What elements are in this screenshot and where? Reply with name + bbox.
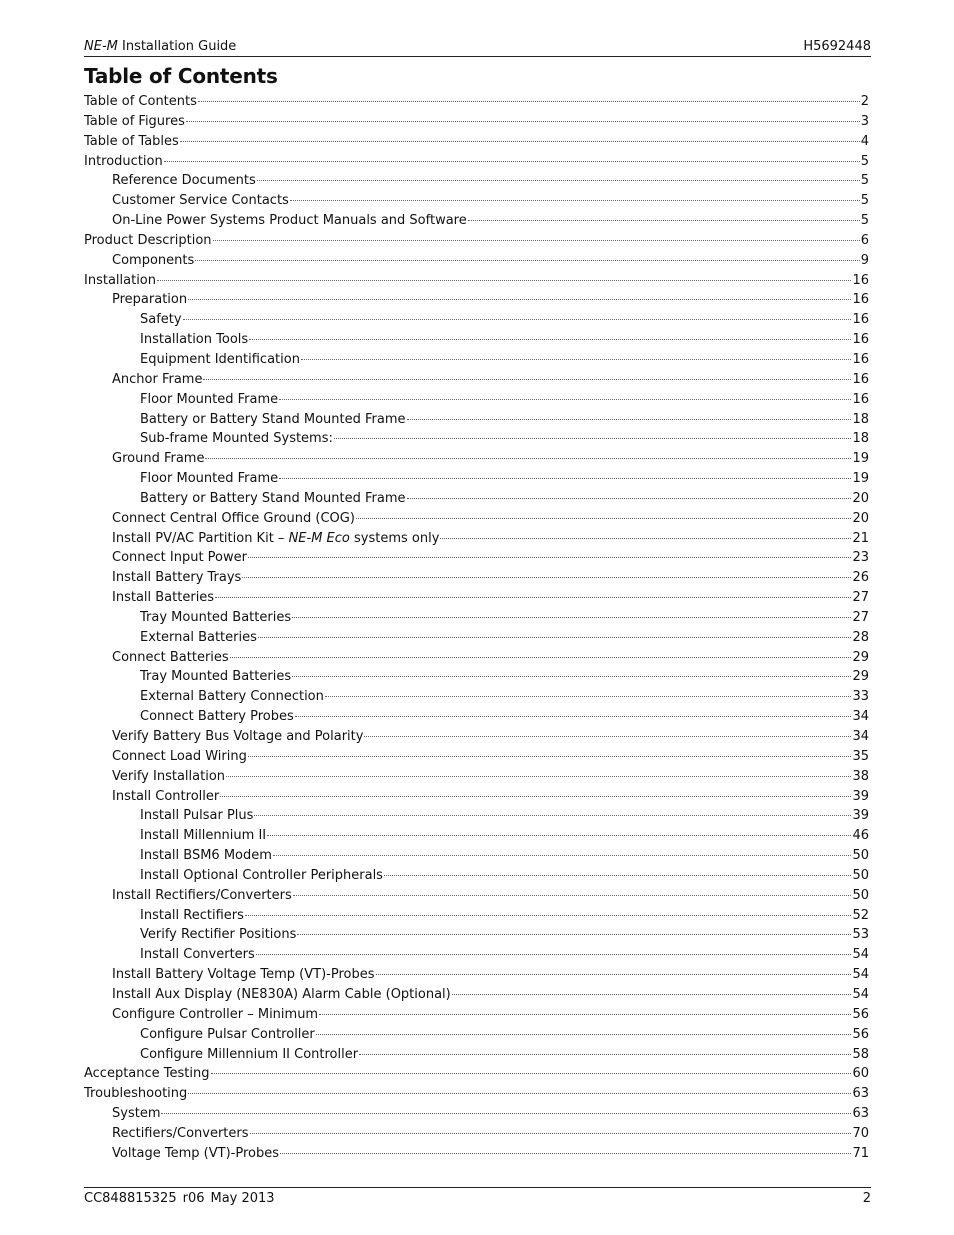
dot-leader (258, 637, 852, 638)
toc-entry-label (84, 1084, 187, 1104)
toc-entry-page: 3 (860, 113, 869, 129)
toc-entry[interactable] (84, 925, 869, 945)
toc-entry-label (84, 231, 212, 251)
toc-entry-label (84, 132, 179, 152)
toc-entry-page: 56 (852, 1026, 869, 1042)
toc-entry-page: 53 (852, 927, 869, 943)
dot-leader (292, 676, 851, 677)
toc-entry-page: 54 (852, 967, 869, 983)
dot-leader (376, 974, 852, 975)
dot-leader (248, 557, 851, 558)
toc-entry-page: 52 (852, 907, 869, 923)
toc-entry-label-text: Install Batteries (112, 590, 215, 606)
dot-leader (211, 1073, 852, 1074)
toc-entry-page: 54 (852, 947, 869, 963)
toc-entry-page: 58 (852, 1046, 869, 1062)
toc-entry-label-text: Install Battery Trays (112, 570, 242, 586)
toc-entry-page: 27 (852, 609, 869, 625)
toc-entry-label (140, 906, 244, 926)
toc-entry[interactable] (84, 350, 869, 370)
toc-entry-page: 19 (852, 471, 869, 487)
toc-entry-page: 16 (852, 391, 869, 407)
toc-entry-label-text: Install Rectifiers (140, 907, 244, 923)
toc-entry-label-text: Connect Central Office Ground (COG) (112, 510, 355, 526)
toc-entry-label (112, 1104, 160, 1124)
toc-entry-label (112, 588, 214, 608)
toc-entry-label (84, 92, 197, 112)
toc-entry-label-text: Connect Battery Probes (140, 709, 294, 725)
toc-entry-label-italic: NE-M Eco (288, 530, 350, 546)
toc-entry[interactable] (84, 1104, 869, 1124)
footer-doc-code: CC848815325 (84, 1191, 177, 1206)
dot-leader (198, 101, 860, 102)
toc-entry-label (112, 1124, 249, 1144)
toc-entry-page: 70 (852, 1125, 869, 1141)
dot-leader (195, 260, 859, 261)
footer-revision: r06 (182, 1191, 205, 1206)
toc-entry-page: 19 (852, 451, 869, 467)
dot-leader (254, 815, 851, 816)
toc-entry[interactable] (84, 906, 869, 926)
toc-entry[interactable] (84, 529, 869, 549)
toc-entry-label-text: Floor Mounted Frame (140, 471, 279, 487)
toc-entry-label-text: Installation Tools (140, 332, 249, 348)
toc-entry-label-text: Install Rectifiers/Converters (112, 887, 292, 903)
toc-entry-label (112, 747, 247, 767)
toc-entry-page: 50 (852, 887, 869, 903)
dot-leader (364, 736, 851, 737)
dot-leader (452, 994, 852, 995)
product-name: NE-M (84, 38, 118, 54)
toc-entry-label (112, 251, 194, 271)
toc-entry[interactable] (84, 965, 869, 985)
toc-entry[interactable] (84, 330, 869, 350)
toc-entry-label-text: Anchor Frame (112, 371, 203, 387)
footer-page-number: 2 (862, 1191, 871, 1206)
dot-leader (279, 399, 851, 400)
toc-entry-page: 71 (852, 1145, 869, 1161)
toc-list (84, 92, 869, 1164)
toc-entry-label (140, 489, 406, 509)
toc-entry-label-text: Introduction (84, 153, 163, 169)
toc-entry-label-text: Preparation (112, 292, 188, 308)
toc-entry-label (140, 410, 406, 430)
toc-entry-label (112, 767, 225, 787)
toc-entry[interactable] (84, 429, 869, 449)
footer-doc-info (84, 1191, 281, 1206)
toc-entry-page: 20 (852, 490, 869, 506)
toc-entry-label (112, 191, 289, 211)
toc-entry-label (112, 965, 375, 985)
toc-entry-page: 29 (852, 649, 869, 665)
toc-entry-label (112, 449, 204, 469)
dot-leader (280, 1153, 851, 1154)
dot-leader (205, 458, 851, 459)
toc-entry-page: 18 (852, 411, 869, 427)
toc-entry-page: 39 (852, 808, 869, 824)
toc-entry-label-text: Install Controller (112, 788, 220, 804)
dot-leader (356, 518, 852, 519)
dot-leader (213, 240, 860, 241)
dot-leader (325, 696, 852, 697)
toc-entry-label-text: Install Optional Controller Peripherals (140, 867, 383, 883)
toc-entry-label (112, 529, 439, 549)
toc-entry[interactable] (84, 1005, 869, 1025)
toc-entry[interactable] (84, 1084, 869, 1104)
toc-entry-label (140, 806, 253, 826)
toc-entry-label (140, 826, 266, 846)
toc-entry-page: 46 (852, 828, 869, 844)
toc-entry-label (112, 787, 219, 807)
toc-entry[interactable] (84, 886, 869, 906)
page-header (84, 36, 871, 57)
toc-entry-label (140, 846, 272, 866)
dot-leader (334, 438, 852, 439)
toc-entry-label (140, 945, 255, 965)
toc-entry-label-text: Install Millennium II (140, 828, 267, 844)
toc-entry[interactable] (84, 727, 869, 747)
toc-entry-label-text: Install Battery Voltage Temp (VT)-Probes (112, 967, 375, 983)
toc-entry-page: 16 (852, 292, 869, 308)
toc-entry-label (140, 1025, 315, 1045)
toc-entry-page: 39 (852, 788, 869, 804)
toc-entry-label (140, 310, 182, 330)
toc-entry[interactable] (84, 290, 869, 310)
dot-leader (220, 796, 851, 797)
toc-entry-page: 16 (852, 272, 869, 288)
dot-leader (157, 280, 851, 281)
toc-entry-label (112, 211, 467, 231)
toc-entry-label-text: Battery or Battery Stand Mounted Frame (140, 490, 406, 506)
toc-entry-label (140, 1045, 358, 1065)
dot-leader (407, 419, 852, 420)
dot-leader (164, 161, 860, 162)
toc-entry-label-text: Install Pulsar Plus (140, 808, 254, 824)
toc-entry-label (112, 290, 187, 310)
toc-entry[interactable] (84, 489, 869, 509)
toc-entry-label (112, 509, 355, 529)
dot-leader (249, 339, 851, 340)
dot-leader (292, 617, 851, 618)
toc-entry-label (140, 925, 296, 945)
toc-entry-page: 26 (852, 570, 869, 586)
toc-entry-page: 16 (852, 312, 869, 328)
toc-entry-label (140, 390, 278, 410)
toc-entry-label-text: Install Converters (140, 947, 255, 963)
toc-entry-label-text: Install Aux Display (NE830A) Alarm Cable (Optional) (112, 986, 451, 1002)
toc-entry-label (140, 866, 383, 886)
toc-entry-label (112, 568, 241, 588)
dot-leader (384, 875, 851, 876)
dot-leader (359, 1054, 851, 1055)
toc-entry[interactable] (84, 1144, 869, 1164)
toc-entry-label (84, 112, 185, 132)
toc-entry-label-text: Connect Batteries (112, 649, 229, 665)
toc-entry-page: 2 (860, 94, 869, 109)
dot-leader (180, 141, 860, 142)
toc-entry[interactable] (84, 1124, 869, 1144)
dot-leader (248, 756, 852, 757)
dot-leader (468, 220, 860, 221)
toc-entry-page: 28 (852, 629, 869, 645)
toc-entry-label-text: Installation (84, 272, 157, 288)
toc-entry-label-text: Table of Tables (84, 133, 179, 149)
dot-leader (256, 954, 852, 955)
toc-entry-label-text: Tray Mounted Batteries (140, 669, 292, 685)
toc-entry[interactable] (84, 112, 869, 132)
dot-leader (279, 478, 851, 479)
toc-entry-page: 34 (852, 729, 869, 744)
toc-entry[interactable] (84, 152, 869, 172)
toc-entry-label (140, 608, 291, 628)
dot-leader (226, 776, 851, 777)
toc-entry-page: 56 (852, 1006, 869, 1022)
toc-entry[interactable] (84, 945, 869, 965)
dot-leader (215, 597, 851, 598)
toc-entry[interactable] (84, 568, 869, 588)
toc-entry-label-text: Connect Load Wiring (112, 748, 247, 764)
toc-entry-label (84, 152, 163, 172)
toc-entry-label-text: Rectifiers/Converters (112, 1125, 249, 1141)
toc-entry-page: 23 (852, 550, 869, 566)
dot-leader (245, 915, 852, 916)
toc-entry[interactable] (84, 806, 869, 826)
dot-leader (407, 498, 852, 499)
toc-entry[interactable] (84, 667, 869, 687)
toc-entry-label (84, 271, 156, 291)
toc-entry[interactable] (84, 747, 869, 767)
toc-entry[interactable] (84, 866, 869, 886)
toc-entry-label (112, 1144, 279, 1164)
dot-leader (297, 934, 851, 935)
toc-entry[interactable] (84, 211, 869, 231)
dot-leader (273, 855, 852, 856)
toc-entry[interactable] (84, 231, 869, 251)
dot-leader (230, 657, 852, 658)
toc-entry[interactable] (84, 509, 869, 529)
toc-entry[interactable] (84, 370, 869, 390)
toc-entry-page: 5 (860, 193, 869, 209)
toc-entry-label-suffix: systems only (349, 530, 440, 546)
toc-entry[interactable] (84, 608, 869, 628)
toc-entry[interactable] (84, 1064, 869, 1084)
toc-entry-page: 27 (852, 590, 869, 606)
toc-entry-label-text: Configure Millennium II Controller (140, 1046, 359, 1062)
toc-entry[interactable] (84, 449, 869, 469)
toc-entry-label (140, 667, 291, 687)
dot-leader (319, 1014, 851, 1015)
toc-entry-page: 38 (852, 768, 869, 784)
toc-entry-page: 5 (860, 213, 869, 229)
document-number: H5692448 (803, 38, 871, 54)
toc-entry-label-text: Product Description (84, 232, 212, 248)
toc-entry[interactable] (84, 92, 869, 112)
toc-entry-label-text: Tray Mounted Batteries (140, 609, 292, 625)
toc-entry-page: 16 (852, 371, 869, 387)
toc-entry[interactable] (84, 191, 869, 211)
toc-entry[interactable] (84, 985, 869, 1005)
dot-leader (183, 319, 852, 320)
toc-entry[interactable] (84, 588, 869, 608)
toc-entry-label-text: Sub-frame Mounted Systems: (140, 431, 333, 447)
toc-entry[interactable] (84, 548, 869, 568)
dot-leader (316, 1034, 852, 1035)
dot-leader (161, 1113, 851, 1114)
toc-entry-page: 6 (860, 232, 869, 248)
toc-entry[interactable] (84, 469, 869, 489)
toc-entry-label-text: Install PV/AC Partition Kit – (112, 530, 289, 546)
toc-heading: Table of Contents (84, 64, 278, 88)
toc-entry[interactable] (84, 310, 869, 330)
toc-entry-label (140, 330, 248, 350)
toc-entry-label (112, 727, 363, 747)
toc-entry[interactable] (84, 410, 869, 430)
toc-entry-label-text: Install BSM6 Modem (140, 848, 272, 864)
dot-leader (267, 835, 851, 836)
toc-entry[interactable] (84, 628, 869, 648)
toc-entry-label (140, 687, 324, 707)
dot-leader (293, 895, 852, 896)
toc-entry-label (140, 429, 333, 449)
dot-leader (242, 577, 851, 578)
toc-entry-page: 34 (852, 709, 869, 725)
toc-entry-label-text: Table of Figures (84, 113, 185, 129)
toc-entry-label-text: Customer Service Contacts (112, 193, 289, 209)
toc-entry-label-text: Verify Rectifier Positions (140, 927, 297, 943)
toc-entry-label (112, 1005, 318, 1025)
toc-entry[interactable] (84, 826, 869, 846)
dot-leader (295, 716, 852, 717)
footer-date: May 2013 (210, 1191, 275, 1206)
dot-leader (188, 1093, 851, 1094)
toc-entry[interactable] (84, 271, 869, 291)
toc-entry-page: 63 (852, 1106, 869, 1122)
toc-entry-label-text: Verify Battery Bus Voltage and Polarity (112, 729, 364, 744)
dot-leader (203, 379, 851, 380)
toc-entry-label-text: Equipment Identification (140, 351, 300, 367)
toc-entry-label-text: Floor Mounted Frame (140, 391, 279, 407)
toc-entry-page: 5 (860, 173, 869, 189)
toc-entry-page: 18 (852, 431, 869, 447)
toc-entry-page: 50 (852, 867, 869, 883)
toc-entry-page: 50 (852, 848, 869, 864)
toc-entry[interactable] (84, 171, 869, 191)
toc-entry-page: 33 (852, 689, 869, 705)
toc-entry-label-text: Components (112, 252, 195, 268)
toc-entry-page: 35 (852, 748, 869, 764)
toc-entry-label-text: Configure Pulsar Controller (140, 1026, 315, 1042)
dot-leader (290, 200, 860, 201)
toc-entry-label-text: Voltage Temp (VT)-Probes (112, 1145, 279, 1161)
toc-entry-label-text: Safety (140, 312, 182, 328)
toc-entry-page: 21 (852, 530, 869, 546)
toc-entry-page: 60 (852, 1066, 869, 1082)
toc-entry-label (84, 1064, 210, 1084)
toc-entry-page: 16 (852, 332, 869, 348)
guide-title (84, 39, 236, 54)
toc-entry[interactable] (84, 846, 869, 866)
dot-leader (250, 1133, 852, 1134)
toc-entry-label-text: System (112, 1106, 161, 1122)
toc-entry-label (140, 469, 278, 489)
toc-entry[interactable] (84, 390, 869, 410)
toc-entry-label (140, 707, 294, 727)
toc-entry-page: 20 (852, 510, 869, 526)
toc-entry-label-text: Battery or Battery Stand Mounted Frame (140, 411, 406, 427)
toc-entry-label-text: Troubleshooting (84, 1086, 188, 1102)
toc-entry-label (112, 171, 256, 191)
toc-entry-label-text: On-Line Power Systems Product Manuals and Software (112, 213, 467, 229)
toc-entry-label-text: Connect Input Power (112, 550, 247, 566)
toc-entry-label-text: Table of Contents (84, 94, 197, 109)
toc-entry-label (112, 548, 247, 568)
toc-entry-label (112, 985, 451, 1005)
toc-entry-label (140, 628, 257, 648)
toc-entry-page: 54 (852, 986, 869, 1002)
toc-entry-page: 5 (860, 153, 869, 169)
dot-leader (186, 121, 860, 122)
toc-entry[interactable] (84, 648, 869, 668)
dot-leader (301, 359, 852, 360)
toc-entry[interactable] (84, 1025, 869, 1045)
toc-entry[interactable] (84, 687, 869, 707)
toc-entry-label (112, 886, 292, 906)
toc-entry-label-text: Configure Controller – Minimum (112, 1006, 319, 1022)
toc-entry-page: 9 (860, 252, 869, 268)
dot-leader (440, 538, 851, 539)
toc-entry-label-text: External Battery Connection (140, 689, 324, 705)
toc-entry-label-text: External Batteries (140, 629, 257, 645)
toc-entry-label-text: Verify Installation (112, 768, 226, 784)
guide-title-text: Installation Guide (117, 38, 237, 54)
toc-entry[interactable] (84, 707, 869, 727)
toc-entry[interactable] (84, 132, 869, 152)
toc-entry-page: 63 (852, 1086, 869, 1102)
page-footer (84, 1187, 871, 1206)
dot-leader (188, 299, 851, 300)
toc-entry-label (140, 350, 300, 370)
toc-entry-label (112, 370, 202, 390)
toc-entry-label (112, 648, 229, 668)
toc-entry-label-text: Reference Documents (112, 173, 256, 189)
toc-entry-page: 4 (860, 133, 869, 149)
toc-entry[interactable] (84, 251, 869, 271)
toc-entry[interactable] (84, 1045, 869, 1065)
toc-entry[interactable] (84, 787, 869, 807)
toc-entry[interactable] (84, 767, 869, 787)
toc-entry-page: 29 (852, 669, 869, 685)
toc-entry-label-text: Acceptance Testing (84, 1066, 210, 1082)
toc-entry-page: 16 (852, 351, 869, 367)
toc-entry-label-text: Ground Frame (112, 451, 205, 467)
dot-leader (257, 180, 860, 181)
